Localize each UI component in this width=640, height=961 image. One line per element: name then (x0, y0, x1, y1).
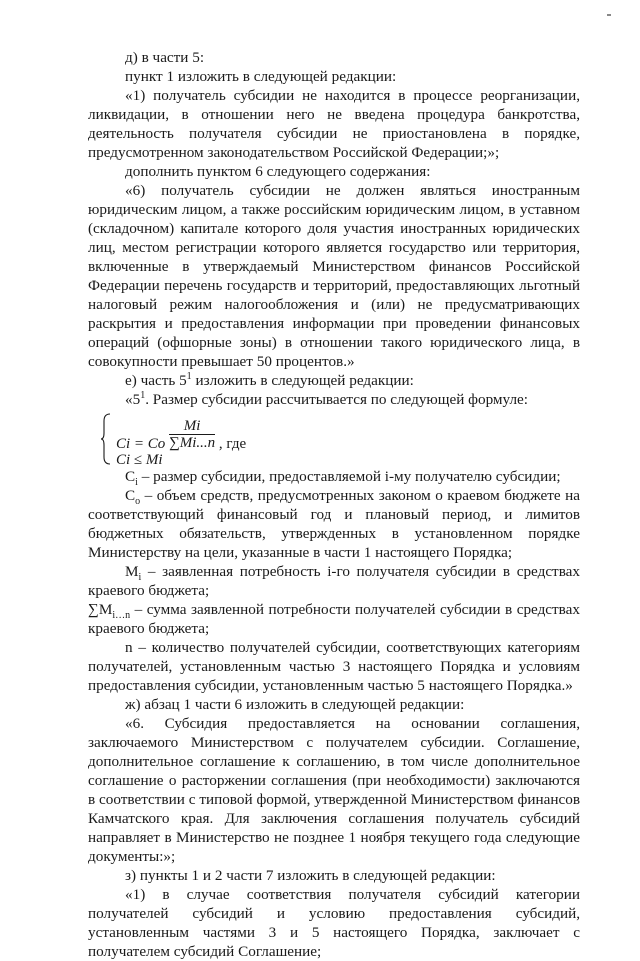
paragraph-part-7-point-1: «1) в случае соответствия получателя субсидий категории получателей субсидий и условию предоставления субсидий, установленным частями 3 и 5 настоящего Порядка, заключает с получателем субсидий Соглашение; (88, 886, 580, 960)
sum-mi-subscript: i…n (112, 610, 131, 622)
co-symbol: C (125, 487, 136, 504)
paragraph-item-d: д) в части 5: (125, 49, 205, 66)
mi-symbol: M (125, 563, 139, 580)
co-text: – объем средств, предусмотренных законом о краевом бюджете на соответствующий финансовый год и плановый период, и лимитов бюджетных обязательств, утвержденных в установленном порядке Министерству на цели, указанные в части 1 настоящего Порядка; (88, 487, 580, 561)
formula-intro-end: . Размер субсидии рассчитывается по следующей формуле: (145, 391, 529, 408)
formula-lhs: Ci = Co (116, 435, 166, 452)
formula-suffix: , где (218, 435, 247, 452)
formula-condition: Ci ≤ Mi (116, 452, 163, 468)
paragraph-point-6-instruction: дополнить пунктом 6 следующего содержания: (125, 163, 431, 180)
paragraph-formula-intro (88, 390, 580, 409)
definition-sum-mi (88, 600, 580, 638)
subsidy-formula (88, 411, 580, 468)
co-subscript: o (135, 496, 141, 508)
paragraph-item-e (88, 371, 580, 390)
formula-intro-superscript: 1 (140, 389, 146, 401)
paragraph-part-6-text: «6. Субсидия предоставляется на основании соглашения, заключаемого Министерством с получателем субсидии. Соглашение, дополнительное соглашение к соглашению, в том числе дополнительное соглашение о расторжении соглашения (при необходимости) заключаются в соответствии с типовой формой, утвержденной Министерством финансов Камчатского края. Для заключения соглашения получатель субсидий направляет в Министерство не позднее 1 ноября текущего года следующие документы:»; (88, 715, 580, 865)
sum-mi-text: – сумма заявленной потребности получателей субсидии в средствах краевого бюджета; (88, 601, 580, 637)
formula-fraction (169, 418, 215, 451)
formula-denominator: ∑Mi...n (169, 435, 216, 451)
ci-symbol: C (125, 468, 136, 485)
document-body (88, 48, 580, 961)
item-e-superscript: 1 (186, 370, 192, 382)
formula-numerator: Mi (169, 418, 215, 435)
definition-n: n – количество получателей субсидии, соответствующих категориям получателей, установленным частью 3 настоящего Порядка и условиям предоставления субсидии, установленным частью 5 настоящего Порядка.» (88, 639, 580, 694)
definition-co (88, 486, 580, 562)
paragraph-item-z: з) пункты 1 и 2 части 7 изложить в следующей редакции: (125, 867, 496, 884)
paragraph-item-zh: ж) абзац 1 части 6 изложить в следующей редакции: (125, 696, 465, 713)
scan-mark (607, 14, 611, 16)
item-e-text-end: изложить в следующей редакции: (191, 372, 414, 389)
mi-subscript: i (138, 572, 142, 584)
paragraph-point-1-instruction: пункт 1 изложить в следующей редакции: (125, 68, 397, 85)
ci-text: – размер субсидии, предоставляемой i-му получателю субсидии; (137, 468, 561, 485)
formula-intro-start: «5 (125, 391, 141, 408)
ci-subscript: i (135, 477, 138, 489)
sum-mi-symbol: ∑M (88, 601, 113, 618)
item-e-text-start: е) часть 5 (125, 372, 187, 389)
definition-mi (88, 562, 580, 600)
system-brace (100, 413, 112, 465)
paragraph-point-6-text: «6) получатель субсидии не должен являться иностранным юридическим лицом, а также российским юридическим лицом, в уставном (складочном) капитале которого доля участия иностранных юридических лиц, местом регистрации которого является государство или территория, включенные в утверждаемый Министерством финансов Российской Федерации перечень государств и территорий, предоставляющих льготный налоговый режим налогообложения и (или) не предусматривающих раскрытия и предоставления информации при проведении финансовых операций (офшорные зоны) в отношении такого юридического лица, в совокупности превышает 50 процентов.» (88, 182, 580, 370)
mi-text: – заявленная потребность i-го получателя субсидии в средствах краевого бюджета; (88, 563, 580, 599)
paragraph-point-1-text: «1) получатель субсидии не находится в процессе реорганизации, ликвидации, в отношении него не введена процедура банкротства, деятельность получателя субсидии не приостановлена в порядке, предусмотренном законодательством Российской Федерации;»; (88, 87, 580, 161)
